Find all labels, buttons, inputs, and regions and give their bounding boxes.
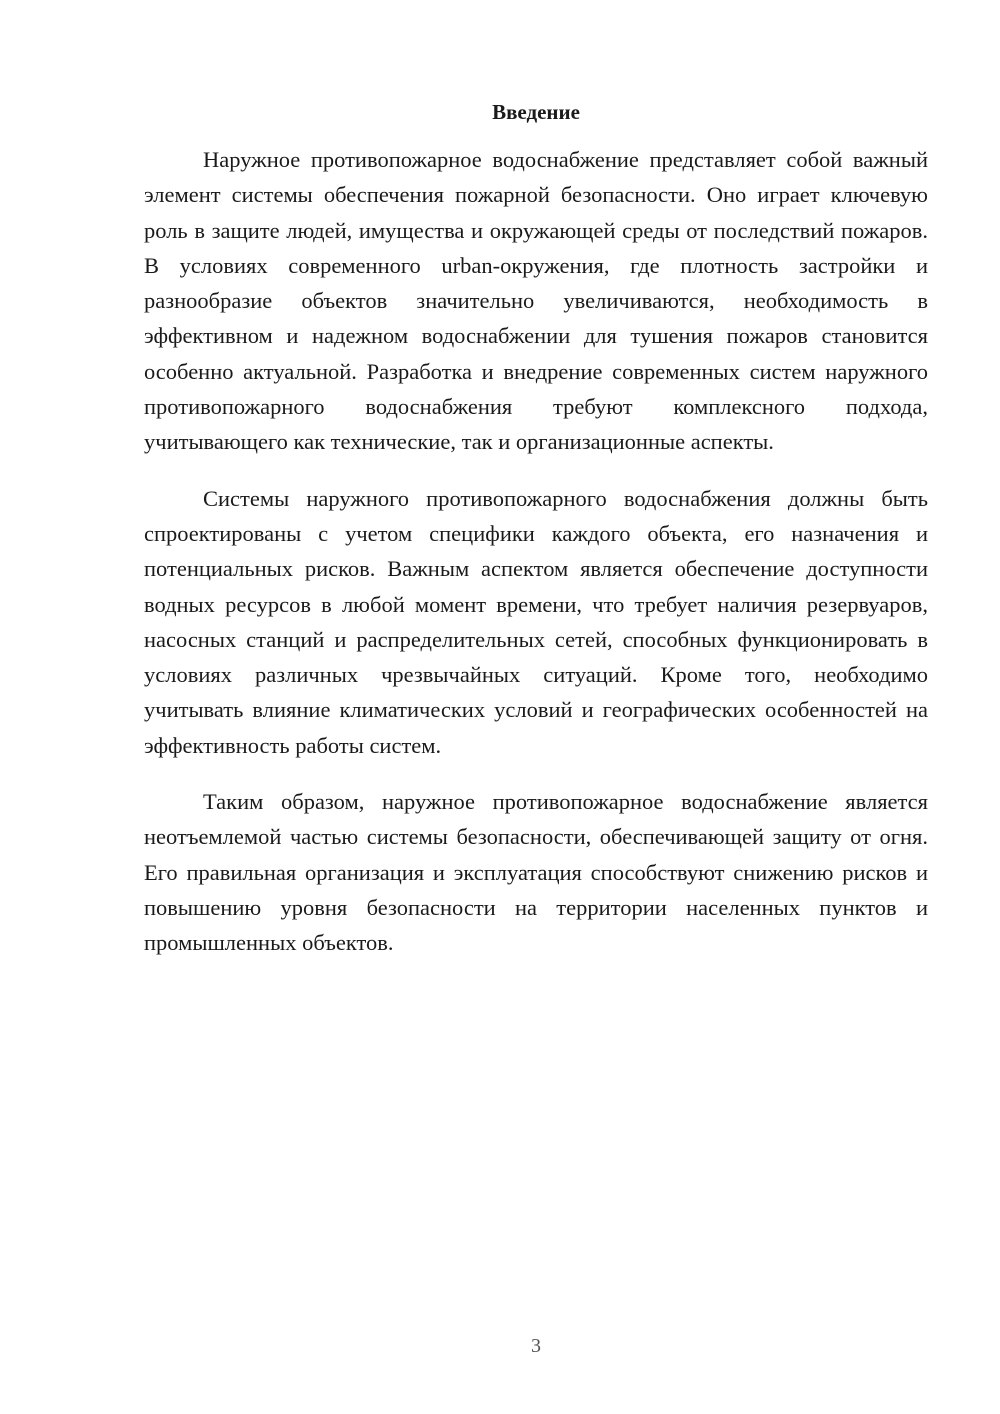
paragraph-2: Системы наружного противопожарного водоснабжения должны быть спроектированы с учетом специфики каждого объекта, его назначения и потенциальных рисков. Важным аспектом является обеспечение доступности водных ресурсов в любой момент времени, что требует наличия резервуаров, насосных станций и распределительных сетей, способных функционировать в условиях различных чрезвычайных ситуаций. Кроме того, необходимо учитывать влияние климатических условий и географических особенностей на эффективность работы систем. bbox=[144, 485, 928, 758]
document-body bbox=[144, 142, 928, 982]
paragraph-3: Таким образом, наружное противопожарное водоснабжение является неотъемлемой частью системы безопасности, обеспечивающей защиту от огня. Его правильная организация и эксплуатация способствуют снижению рисков и повышению уровня безопасности на территории населенных пунктов и промышленных объектов. bbox=[144, 789, 928, 956]
paragraph-1: Наружное противопожарное водоснабжение представляет собой важный элемент системы обеспечения пожарной безопасности. Оно играет ключевую роль в защите людей, имущества и окружающей среды от последствий пожаров. В условиях современного urban-окружения, где плотность застройки и разнообразие объектов значительно увеличиваются, необходимость в эффективном и надежном водоснабжении для тушения пожаров становится особенно актуальной. Разработка и внедрение современных систем наружного противопожарного водоснабжения требуют комплексного подхода, учитывающего как технические, так и организационные аспекты. bbox=[144, 147, 928, 455]
page-title: Введение bbox=[492, 100, 580, 124]
page-number: 3 bbox=[531, 1335, 541, 1357]
